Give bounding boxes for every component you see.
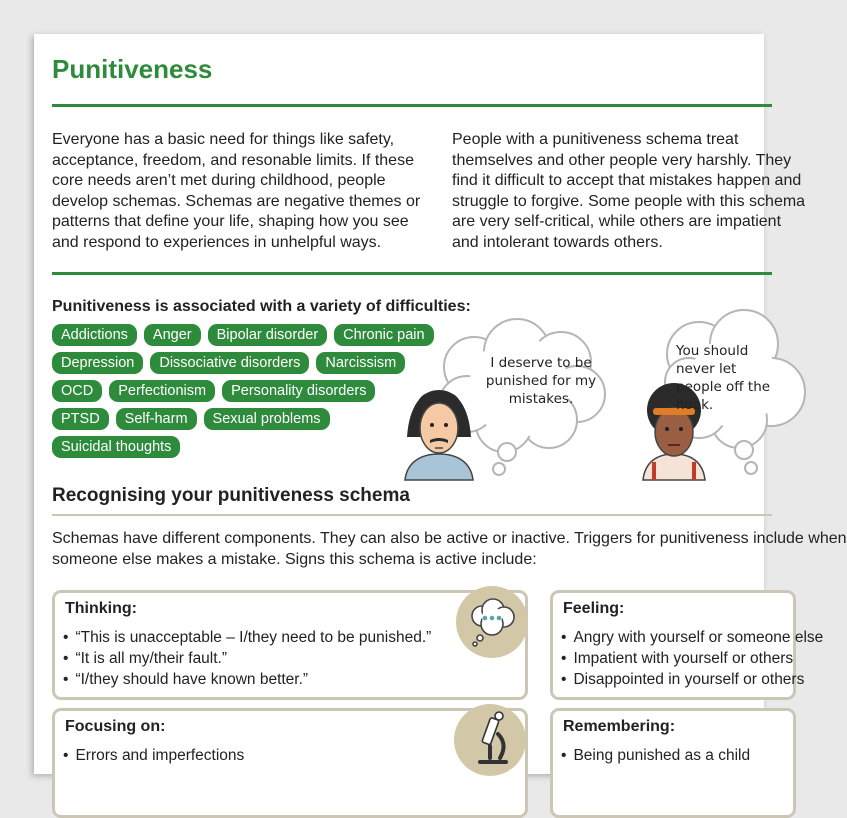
- tag-row: [52, 380, 452, 402]
- difficulty-tag: Sexual problems: [204, 408, 330, 430]
- recognising-text: [52, 528, 847, 570]
- microscope-icon: [454, 704, 526, 776]
- list-item: • Impatient with yourself or others: [561, 648, 823, 669]
- remembering-list: [561, 745, 750, 766]
- list-item: • Errors and imperfections: [63, 745, 244, 766]
- list-item: • Being punished as a child: [561, 745, 750, 766]
- difficulties-heading: Punitiveness is associated with a variety of difficulties:: [52, 298, 471, 315]
- difficulty-tag: Depression: [52, 352, 143, 374]
- worksheet-page: [34, 34, 847, 774]
- difficulty-tag: Personality disorders: [222, 380, 375, 402]
- intro-left-paragraph: Everyone has a basic need for things like safety, acceptance, freedom, and resonable limits. If these core needs aren’t met during childhood, people develop schemas. Schemas are negative themes or patterns that define your life, shaping how you see and respond to experiences in unhelpful ways.: [52, 131, 421, 251]
- list-item: • “This is unacceptable – I/they need to be punished.”: [63, 627, 431, 648]
- difficulty-tag: Self-harm: [116, 408, 197, 430]
- tag-row: [52, 324, 452, 346]
- thought-bubble-icon: [456, 586, 528, 658]
- difficulty-tag: Dissociative disorders: [150, 352, 309, 374]
- thinking-title: Thinking:: [65, 600, 137, 617]
- feeling-list: [561, 627, 823, 690]
- difficulty-tag: Chronic pain: [334, 324, 433, 346]
- difficulty-tag: Anger: [144, 324, 201, 346]
- difficulty-tag: Narcissism: [316, 352, 405, 374]
- tag-row: [52, 352, 452, 374]
- section-divider: [52, 514, 772, 516]
- recognising-text-line-2: someone else makes a mistake. Signs this schema is active include:: [52, 551, 537, 568]
- recognising-heading: Recognising your punitiveness schema: [52, 485, 410, 506]
- list-item: • Angry with yourself or someone else: [561, 627, 823, 648]
- difficulty-tag: Bipolar disorder: [208, 324, 328, 346]
- feeling-title: Feeling:: [563, 600, 625, 617]
- difficulty-tag: Perfectionism: [109, 380, 215, 402]
- difficulty-tag: PTSD: [52, 408, 109, 430]
- difficulty-tag: Suicidal thoughts: [52, 436, 180, 458]
- list-item: • “It is all my/their fault.”: [63, 648, 431, 669]
- page-title: Punitiveness: [52, 54, 213, 84]
- thought-bubble-man: I deserve to be punished for my mistakes.: [485, 355, 597, 407]
- remembering-card: [550, 708, 796, 818]
- recognising-text-line-1: Schemas have different components. They can also be active or inactive. Triggers for punitiveness include when: [52, 530, 847, 547]
- difficulty-tags: [52, 324, 452, 464]
- list-item: • Disappointed in yourself or others: [561, 669, 823, 690]
- remembering-title: Remembering:: [563, 718, 676, 735]
- focusing-title: Focusing on:: [65, 718, 166, 735]
- focusing-list: [63, 745, 244, 766]
- thinking-list: [63, 627, 431, 690]
- intro-right-paragraph: People with a punitiveness schema treat themselves and other people very harshly. They find it difficult to accept that mistakes happen and struggle to forgive. Some people with this schema are very self-critical, while others are impatient and intolerant towards others.: [452, 131, 806, 251]
- difficulty-tag: Addictions: [52, 324, 137, 346]
- tag-row: [52, 408, 452, 430]
- list-item: • “I/they should have known better.”: [63, 669, 431, 690]
- title-divider: [52, 104, 772, 107]
- intro-divider: [52, 272, 772, 275]
- tag-row: [52, 436, 452, 458]
- thought-bubble-woman: You should never let people off the hook.: [676, 343, 771, 413]
- feeling-card: [550, 590, 824, 700]
- difficulty-tag: OCD: [52, 380, 102, 402]
